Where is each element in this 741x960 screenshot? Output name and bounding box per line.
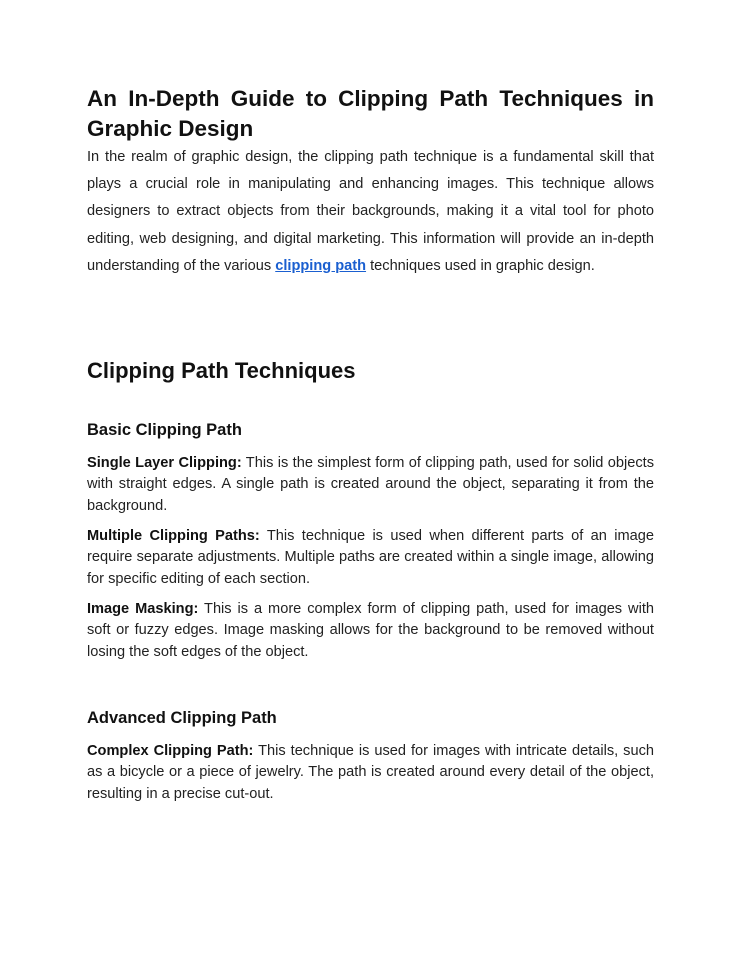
intro-paragraph [87, 144, 654, 280]
single-layer-paragraph [87, 453, 654, 517]
single-layer-term: Single Layer Clipping: [87, 455, 242, 471]
single-layer-text: This is the simplest form of clipping path, used for solid objects with straight edges. A single path is created around the object, separating it from the background. [87, 455, 655, 514]
intro-text-before-link: In the realm of graphic design, the clipping path technique is a fundamental skill that plays a crucial role in manipulating and enhancing images. This technique allows designers to extract objects from their backgrounds, making it a vital tool for photo editing, web designing, and digital marketing. This information will provide an in-depth understanding of the various [87, 149, 654, 274]
basic-clipping-heading: Basic Clipping Path [87, 421, 242, 439]
multiple-paths-text: This technique is used when different parts of an image require separate adjustments. Multiple paths are created within a single image, allowing for specific editing of each section. [87, 528, 655, 587]
complex-clipping-paragraph [87, 741, 654, 805]
image-masking-paragraph [87, 599, 654, 663]
multiple-paths-term: Multiple Clipping Paths: [87, 528, 260, 544]
complex-clipping-text: This technique is used for images with intricate details, such as a bicycle or a piece of jewelry. The path is created around every detail of the object, resulting in a precise cut-out. [87, 743, 654, 802]
image-masking-term: Image Masking: [87, 601, 199, 617]
section-heading: Clipping Path Techniques [87, 358, 356, 383]
document-page [87, 84, 655, 802]
complex-clipping-term: Complex Clipping Path: [87, 743, 254, 759]
document-title: An In-Depth Guide to Clipping Path Techniques in Graphic Design [87, 86, 654, 141]
image-masking-text: This is a more complex form of clipping path, used for images with soft or fuzzy edges. Image masking allows for the background to be removed without losing the soft edges of the object. [87, 601, 654, 660]
intro-text-after-link: techniques used in graphic design. [366, 257, 595, 274]
multiple-paths-paragraph [87, 526, 654, 590]
clipping-path-link[interactable]: clipping path [275, 257, 367, 274]
advanced-clipping-heading: Advanced Clipping Path [87, 709, 277, 727]
